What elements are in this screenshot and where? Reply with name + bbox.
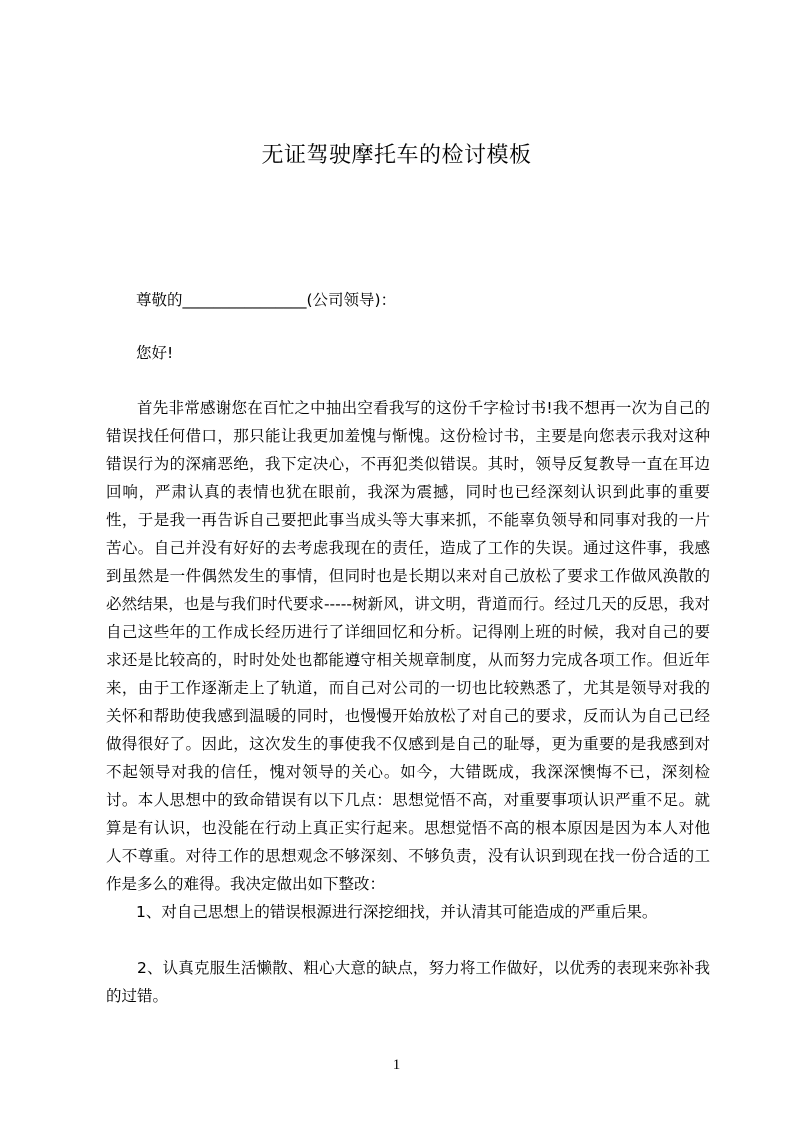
list-item: 1、对自己思想上的错误根源进行深挖细找，并认清其可能造成的严重后果。 [136, 903, 658, 921]
body-paragraph: 首先非常感谢您在百忙之中抽出空看我写的这份千字检讨书!我不想再一次为自己的错误找任何借口，那只能让我更加羞愧与惭愧。这份检讨书，主要是向您表示我对这种错误行为的深痛恶绝，我下定决心，不再犯类似错误。其时，领导反复教导一直在耳边回响，严肃认真的表情也犹在眼前，我深为震撼，同时也已经深刻认识到此事的重要性，于是我一再告诉自己要把此事当成头等大事来抓，不能辜负领导和同事对我的一片苦心。自己并没有好好的去考虑我现在的责任，造成了工作的失误。通过这件事，我感到虽然是一件偶然发生的事情，但同时也是长期以来对自己放松了要求工作做风涣散的必然结果，也是与我们时代要求-----树新风，讲文明，背道而行。经过几天的反思，我对自己这些年的工作成长经历进行了详细回忆和分析。记得刚上班的时候，我对自己的要求还是比较高的，时时处处也都能遵守相关规章制度，从而努力完成各项工作。但近年来，由于工作逐渐走上了轨道，而自己对公司的一切也比较熟悉了，尤其是领导对我的关怀和帮助使我感到温暖的同时，也慢慢开始放松了对自己的要求，反而认为自己已经做得很好了。因此，这次发生的事使我不仅感到是自己的耻辱，更为重要的是我感到对不起领导对我的信任，愧对领导的关心。如今，大错既成，我深深懊悔不已，深刻检讨。本人思想中的致命错误有以下几点：思想觉悟不高，对重要事项认识严重不足。就算是有认识，也没能在行动上真正实行起来。思想觉悟不高的根本原因是因为本人对他人不尊重。对待工作的思想观念不够深刻、不够负责，没有认识到现在找一份合适的工作是多么的难得。我决定做出如下整改： [106, 399, 710, 893]
list-item: 2、认真克服生活懒散、粗心大意的缺点，努力将工作做好，以优秀的表现来弥补我的过错。 [106, 959, 710, 1005]
document-title: 无证驾驶摩托车的检讨模板 [261, 143, 532, 168]
greeting: 您好! [136, 344, 174, 362]
page-number: 1 [392, 1057, 401, 1073]
salutation: 尊敬的________________(公司领导)： [136, 291, 397, 309]
